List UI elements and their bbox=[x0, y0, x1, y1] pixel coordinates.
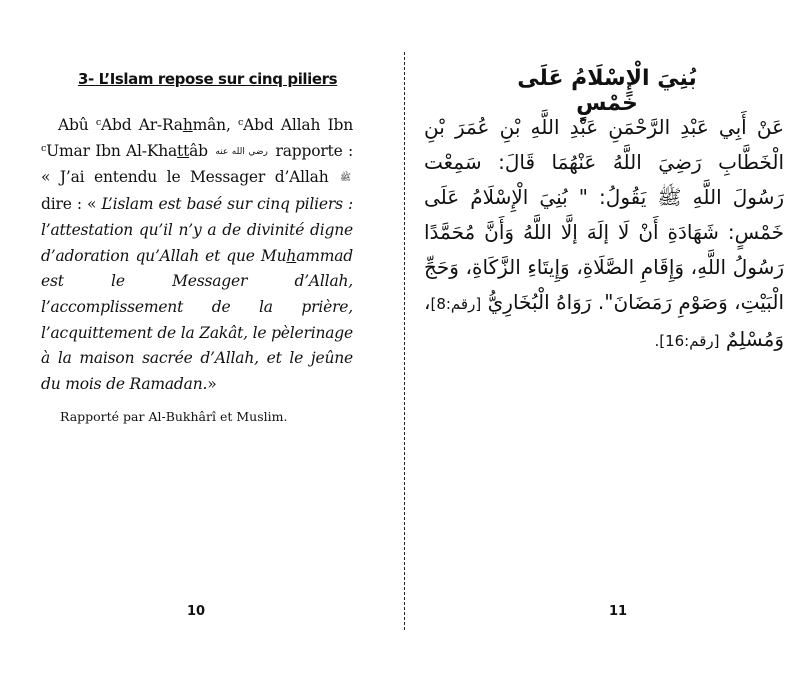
page-number-left: 10 bbox=[186, 604, 206, 619]
hadith-arabic-text bbox=[424, 110, 784, 359]
page-divider bbox=[404, 52, 405, 630]
hadith-quote-2: ammad est le Messager d’Allah, l’accomplissement de la prière, l’acquittement de la Zakât, le pèlerinage à la maison sacrée d’Allah, et le jeûne du mois de Ramadan. bbox=[41, 246, 353, 394]
narrator-text-3: âb bbox=[189, 141, 208, 160]
hadith-translation bbox=[41, 113, 353, 398]
hadith-quote-underlined-letter: h bbox=[286, 246, 297, 265]
page-number-right: 11 bbox=[608, 604, 628, 619]
say-text: dire : « bbox=[41, 195, 97, 214]
narrator-text: Abû ᶜAbd Ar-Ra bbox=[58, 116, 183, 134]
narrator-underlined-letter: h bbox=[182, 116, 193, 134]
reports-text: rapporte : « J’ai entendu le Messager d’Allah bbox=[41, 141, 353, 187]
salallahu-alayhi-wasallam-honorific-icon: ﷺ bbox=[340, 173, 351, 184]
narrator-text-2: mân, ᶜAbd Allah Ibn ᶜUmar Ibn Al-Kha bbox=[41, 116, 353, 160]
narrator-underlined-letters: tt bbox=[177, 141, 190, 160]
radiallahu-anhu-honorific-icon: رضي الله عنه bbox=[215, 146, 268, 157]
chapter-title-arabic: بُنِيَ الْإِسْلَامُ عَلَى خَمْسٍ bbox=[517, 66, 697, 116]
hadith-quote-1: L’islam est basé sur cinq piliers : l’attestation qu’il n’y a de divinité digne d’adoration qu’Allah et que Mu bbox=[41, 195, 354, 265]
right-page bbox=[406, 0, 800, 683]
hadith-arabic-body: عَنْ أَبِي عَبْدِ الرَّحْمَنِ عَبْدِ اللَّهِ بْنِ عُمَرَ بْنِ الْخَطَّابِ رَضِيَ اللَّهُ عَنْهُمَا قَالَ: سَمِعْت رَسُولَ اللَّهِ ﷺ يَقُولُ: " بُنِيَ الْإِسْلَامُ عَلَى خَمْسٍ: شَهَادَةِ أَنْ لَا إلَهَ إلَّا اللَّهُ وَأَنَّ مُحَمَّدًا رَسُولُ اللَّهِ، وَإِقَامِ الصَّلَاةِ، وَإِيتَاءِ الزَّكَاةِ، وَحَجِّ الْبَيْتِ، وَصَوْمِ رَمَضَانَ". رَوَاهُ الْبُخَارِيُّ bbox=[424, 115, 784, 314]
chapter-title-french: 3- L’Islam repose sur cinq piliers bbox=[78, 70, 338, 88]
quote-close: » bbox=[207, 375, 217, 394]
and-muslim-text: ، وَمُسْلِمٌ bbox=[424, 290, 784, 351]
hadith-source: Rapporté par Al-Bukhârî et Muslim. bbox=[60, 409, 288, 424]
muslim-reference: [رقم:16]. bbox=[654, 332, 720, 350]
bukhari-reference: [رقم:8] bbox=[430, 295, 482, 313]
